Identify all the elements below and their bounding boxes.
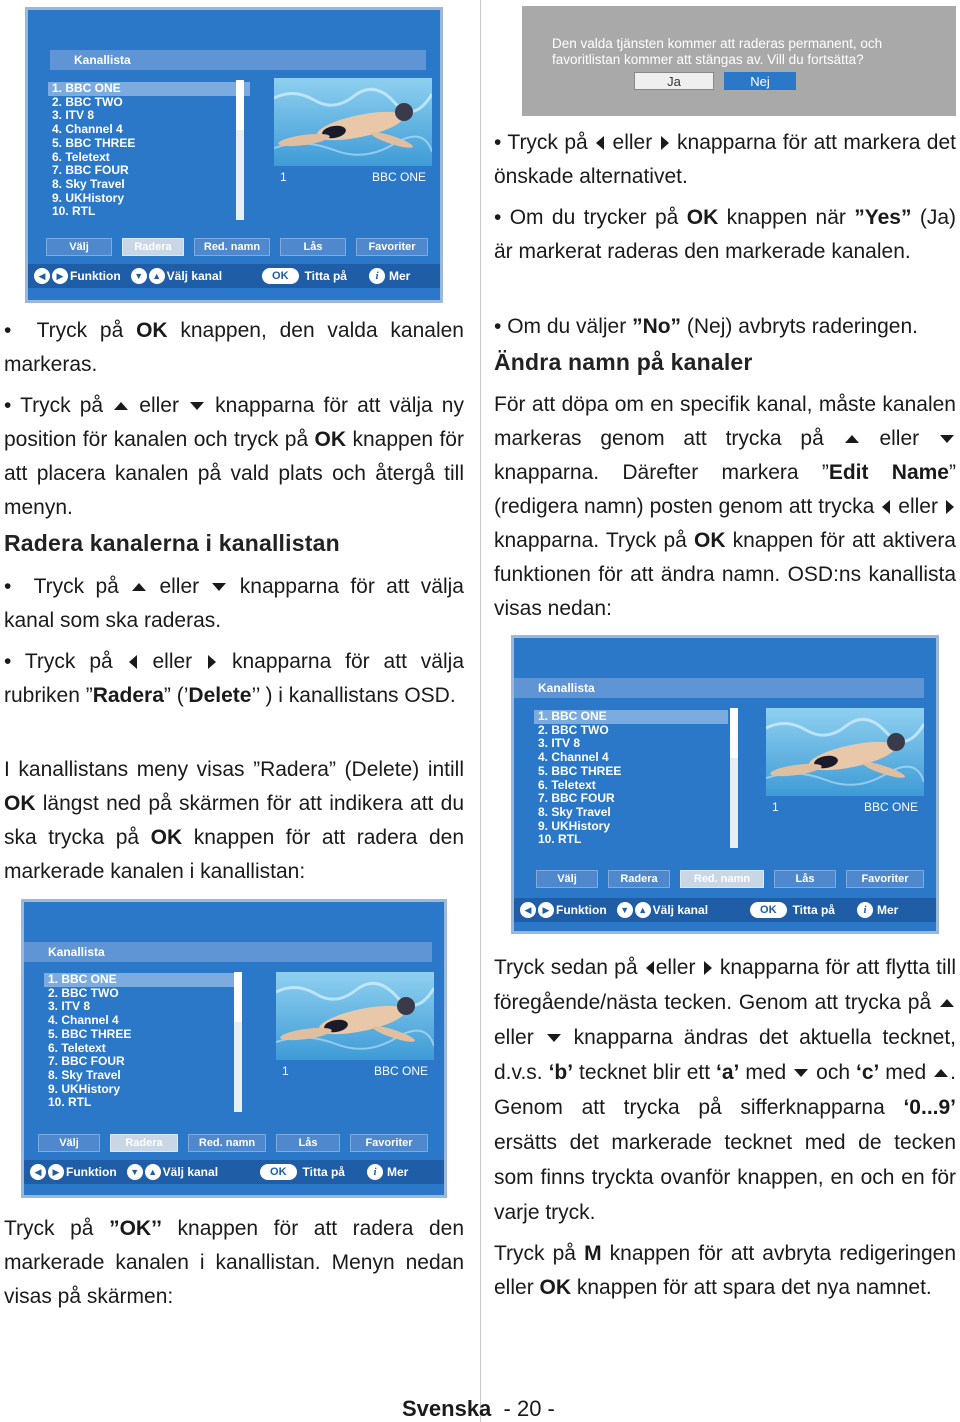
up-arrow-icon [940,999,954,1007]
preview-window [766,708,924,818]
down-arrow-icon [940,435,954,443]
left-arrow-icon: ◀ [30,1164,46,1180]
channel-list-item[interactable]: 5. BBC THREE [48,1026,132,1041]
osd-title: Kanallista [24,942,432,962]
left-paragraph-2: Tryck på ”OK’’ knappen för att radera den markerade kanalen i kanallistan. Menyn nedan visas på skärmen: [4,1217,465,1308]
osd-buttons [46,238,428,256]
channel-list-item[interactable]: 6. Teletext [48,1040,106,1055]
footer-language: Svenska [402,1396,492,1421]
favorites-button[interactable]: Favoriter [350,1134,428,1152]
right-arrow-icon [208,655,216,669]
column-divider [480,0,481,1422]
right-arrow-icon [704,961,712,975]
favorites-button[interactable]: Favoriter [846,870,924,888]
osd-channel-list-3 [514,638,936,931]
delete-button[interactable]: Radera [608,870,670,888]
down-arrow-icon: ▼ [131,268,147,284]
channel-list-item[interactable]: 5. BBC THREE [52,135,136,150]
channel-list [534,710,728,847]
channel-list-item[interactable]: 7. BBC FOUR [48,1054,125,1069]
yes-button[interactable]: Ja [634,72,714,90]
down-arrow-icon [212,583,226,591]
right-bullet-2: • Om du trycker på OK knappen när ”Yes” (Ja) är markerat raderas den markerade kanalen. [494,206,957,263]
channel-list-item[interactable]: 9. UKHistory [538,818,611,833]
channel-list-item[interactable]: 9. UKHistory [52,190,125,205]
right-paragraph-1: För att döpa om en specifik kanal, måste kanalen markeras genom att trycka på eller knapparna. Därefter markera ”Edit Name” (redigera namn) posten genom att trycka eller knapparna. Tryck på OK knappen för att aktivera funktionen för att ändra namn. OSD:ns kanallista visas nedan: [494,393,956,620]
osd-buttons [536,870,924,888]
channel-list-item[interactable]: 10. RTL [52,204,96,219]
osd-channel-list-2 [24,902,444,1195]
up-arrow-icon [114,402,128,410]
preview-channel: BBC ONE [863,800,918,814]
channel-list-item[interactable]: 8. Sky Travel [538,804,611,819]
channel-list-item[interactable]: 8. Sky Travel [48,1067,121,1082]
delete-button[interactable]: Radera [122,238,184,256]
right-arrow-icon [661,136,669,150]
channel-list-item[interactable]: 1. BBC ONE [44,973,240,987]
ok-icon: OK [262,268,299,284]
rename-button[interactable]: Red. namn [194,238,270,256]
left-arrow-icon [129,655,137,669]
section-heading-rename: Ändra namn på kanaler [494,349,753,375]
osd-title: Kanallista [50,50,426,70]
down-arrow-icon [794,1069,808,1077]
section-heading-delete: Radera kanalerna i kanallistan [4,530,340,556]
right-arrow-icon: ▶ [52,268,68,284]
channel-list-item[interactable]: 4. Channel 4 [538,750,609,765]
left-arrow-icon [596,136,604,150]
channel-list-item[interactable]: 3. ITV 8 [52,108,95,123]
left-bullet-4: • Tryck på eller knapparna för att välja rubriken ”Radera” (’Delete’’ ) i kanallistans OSD. [4,650,464,707]
channel-list [44,973,240,1110]
ok-icon: OK [750,902,787,918]
channel-list-item[interactable]: 7. BBC FOUR [538,791,615,806]
lock-button[interactable]: Lås [276,1134,340,1152]
channel-list-item[interactable]: 4. Channel 4 [52,122,123,137]
channel-list-item[interactable]: 4. Channel 4 [48,1013,119,1028]
left-arrow-icon [882,500,890,514]
left-arrow-icon: ◀ [520,902,536,918]
right-arrow-icon [946,500,954,514]
up-arrow-icon [845,435,859,443]
channel-list-item[interactable]: 3. ITV 8 [538,736,581,751]
right-bullet-1: • Tryck på eller knapparna för att markera det önskade alternativet. [494,131,957,188]
channel-list-item[interactable]: 7. BBC FOUR [52,163,129,178]
preview-number: 1 [280,170,287,184]
left-bullet-3: • Tryck på eller knapparna för att välja kanal som ska raderas. [4,575,464,632]
channel-list-item[interactable]: 1. BBC ONE [534,710,728,724]
delete-confirm-dialog [522,6,956,116]
right-arrow-icon: ▶ [538,902,554,918]
select-button[interactable]: Välj [38,1134,100,1152]
right-paragraph-3: Tryck på M knappen för att avbryta redigeringen eller OK knappen för att spara det nya namnet. [494,1242,956,1299]
scrollbar[interactable] [236,80,244,220]
channel-list-item[interactable]: 2. BBC TWO [48,985,119,1000]
right-paragraph-2: Tryck sedan på eller knapparna för att flytta till föregående/nästa tecken. Genom att trycka på eller knapparna ändras det aktuella tecknet, d.v.s. ‘b’ tecknet blir ett ‘a’ med och ‘c’ med . Genom att trycka på sifferknapparna ‘0...9’ ersätts det markerade tecknet med de tecken som finns tryckta ovanför knappen, en och en för varje tryck. [494,956,956,1224]
preview-number: 1 [282,1064,289,1078]
dialog-message: Den valda tjänsten kommer att raderas permanent, och favoritlistan kommer att stängas av. Vill du fortsätta? [552,36,883,67]
preview-channel: BBC ONE [371,170,426,184]
osd-title: Kanallista [514,678,924,698]
favorites-button[interactable]: Favoriter [356,238,428,256]
down-arrow-icon: ▼ [127,1164,143,1180]
preview-window [274,78,432,188]
channel-list-item[interactable]: 5. BBC THREE [538,763,622,778]
osd-legend: ◀ ▶ Funktion ▼ ▲ Välj kanal OK Titta på i Mer [24,1160,444,1184]
page-footer [402,1396,555,1422]
up-arrow-icon [934,1069,948,1077]
osd-legend: ◀ ▶ Funktion ▼ ▲ Välj kanal OK Titta på i Mer [514,898,936,922]
preview-number: 1 [772,800,779,814]
preview-channel: BBC ONE [373,1064,428,1078]
info-icon: i [369,268,385,284]
scrollbar[interactable] [730,708,738,848]
no-button[interactable]: Nej [724,72,796,90]
channel-list-item[interactable]: 2. BBC TWO [52,94,123,109]
channel-list-item[interactable]: 6. Teletext [538,777,596,792]
left-arrow-icon [646,961,654,975]
channel-list-item[interactable]: 2. BBC TWO [538,722,609,737]
info-icon: i [367,1164,383,1180]
osd-legend: ◀ ▶ Funktion ▼ ▲ Välj kanal OK Titta på i Mer [28,264,440,288]
page-number: - 20 - [503,1396,555,1421]
left-arrow-icon: ◀ [34,268,50,284]
channel-list-item[interactable]: 1. BBC ONE [48,82,250,96]
ok-icon: OK [260,1164,297,1180]
channel-list-item[interactable]: 9. UKHistory [48,1081,121,1096]
lock-button[interactable]: Lås [280,238,346,256]
scrollbar[interactable] [234,972,242,1112]
left-bullet-1: • Tryck på OK knappen, den valda kanalen markeras. [4,319,464,376]
up-arrow-icon: ▲ [149,268,165,284]
select-button[interactable]: Välj [46,238,112,256]
channel-list-item[interactable]: 6. Teletext [52,149,110,164]
lock-button[interactable]: Lås [774,870,836,888]
channel-list-item[interactable]: 3. ITV 8 [48,999,91,1014]
up-arrow-icon: ▲ [145,1164,161,1180]
down-arrow-icon [547,1034,561,1042]
down-arrow-icon: ▼ [617,902,633,918]
left-paragraph-1: I kanallistans meny visas ”Radera” (Delete) intill OK längst ned på skärmen för att indikera att du ska trycka på OK knappen för att radera den markerade kanalen i kanallistan: [4,758,464,883]
left-bullet-2: • Tryck på eller knapparna för att välja ny position för kanalen och tryck på OK knappen för att placera kanalen på vald plats och återgå till menyn. [4,394,464,519]
channel-list-item[interactable]: 8. Sky Travel [52,176,125,191]
delete-button[interactable]: Radera [110,1134,178,1152]
info-icon: i [857,902,873,918]
rename-button[interactable]: Red. namn [188,1134,266,1152]
right-arrow-icon: ▶ [48,1164,64,1180]
osd-buttons [38,1134,428,1152]
select-button[interactable]: Välj [536,870,598,888]
down-arrow-icon [190,402,204,410]
channel-list-item[interactable]: 10. RTL [538,832,582,847]
rename-button[interactable]: Red. namn [680,870,764,888]
channel-list-item[interactable]: 10. RTL [48,1095,92,1110]
preview-window [276,972,434,1082]
right-bullet-3: • Om du väljer ”No” (Nej) avbryts raderingen. [494,315,918,338]
up-arrow-icon [132,583,146,591]
channel-list [48,82,250,219]
osd-channel-list-1 [28,10,440,300]
up-arrow-icon: ▲ [635,902,651,918]
